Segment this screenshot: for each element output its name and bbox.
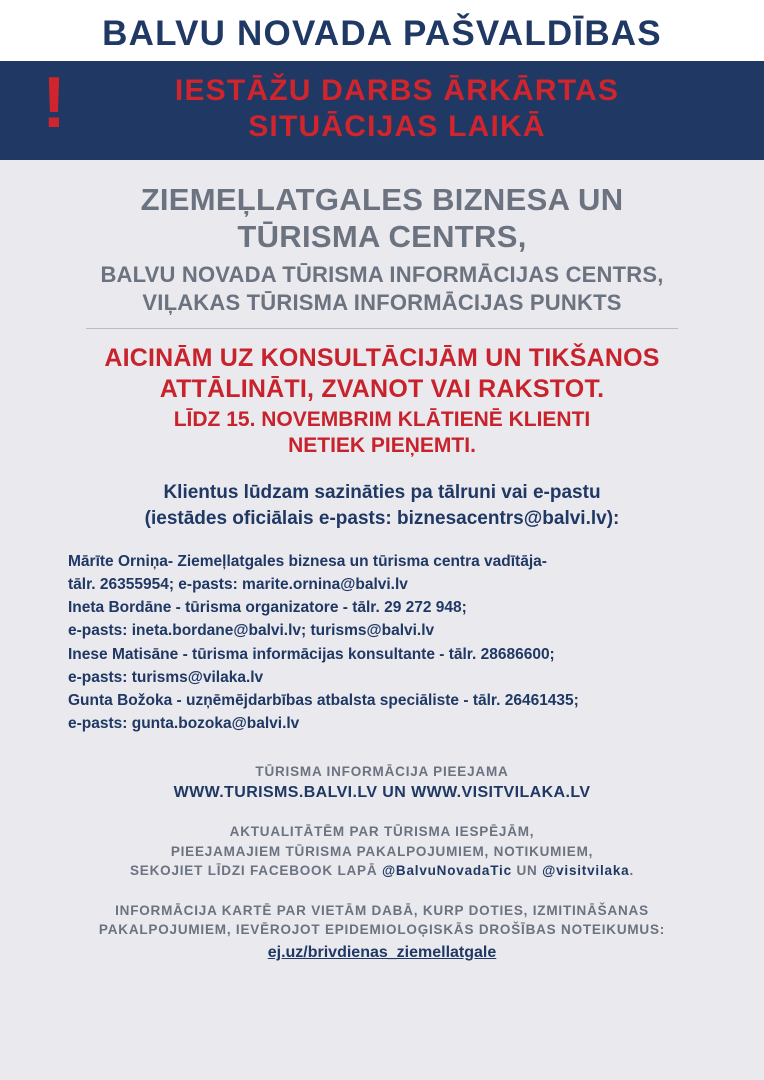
contact-intro-line1: Klientus lūdzam sazināties pa tālruni vai e-pastu [163,482,601,504]
facebook-line1: AKTUALITĀTĒM PAR TŪRISMA IESPĒJĀM, [229,824,535,840]
website-link-turisms[interactable]: WWW.TURISMS.BALVI.LV [173,784,378,802]
exclamation-icon: ! [42,62,66,143]
facebook-handle-balvunovadatic[interactable]: @BalvuNovadaTic [381,863,512,879]
facebook-prefix: SEKOJIET LĪDZI FACEBOOK LAPĀ [129,863,382,879]
tourism-info-block [28,762,736,803]
header-band-line2: SITUĀCIJAS LAIKĀ [248,110,546,144]
organization-subtitle [28,261,736,316]
organization-title-line2: TŪRISMA CENTRS, [237,218,527,254]
map-link[interactable]: ej.uz/brivdienas_ziemellatgale [267,943,497,961]
contact-intro [28,480,736,531]
websites-conjunction: UN [382,784,407,802]
contact-line: e-pasts: turisms@vilaka.lv [68,668,264,686]
contact-line: e-pasts: ineta.bordane@balvi.lv; turisms@balvi.lv [68,622,435,640]
header-band-line1: IESTĀŽU DARBS ĀRKĀRTAS [174,73,620,107]
tourism-websites [28,784,736,802]
contact-line: tālr. 26355954; e-pasts: marite.ornina@balvi.lv [68,575,408,593]
municipality-title: BALVU NOVADA PAŠVALDĪBAS [102,14,662,53]
contact-line: Mārīte Orniņa- Ziemeļlatgales biznesa un tūrisma centra vadītāja- [68,552,547,570]
facebook-line3 [28,861,736,881]
contact-line: Ineta Bordāne - tūrisma organizatore - tālr. 29 272 948; [68,599,467,617]
contact-line: Inese Matisāne - tūrisma informācijas konsultante - tālr. 28686600; [68,645,555,663]
organization-subtitle-line1: BALVU NOVADA TŪRISMA INFORMĀCIJAS CENTRS, [100,262,664,288]
facebook-handle-visitvilaka[interactable]: @visitvilaka [542,863,630,879]
call-line4: NETIEK PIEŅEMTI. [288,433,476,457]
map-block [28,901,736,962]
poster-content [0,160,764,962]
map-line2: PAKALPOJUMIEM, IEVĒROJOT EPIDEMIOLOĢISKĀS DROŠĪBAS NOTEIKUMUS: [98,922,666,938]
facebook-line2: PIEEJAMAJIEM TŪRISMA PAKALPOJUMIEM, NOTIKUMIEM, [170,843,594,859]
call-line3: LĪDZ 15. NOVEMBRIM KLĀTIENĒ KLIENTI [173,408,591,432]
contact-line: Gunta Božoka - uzņēmējdarbības atbalsta speciāliste - tālr. 26461435; [68,692,579,710]
contact-intro-line2: (iestādes oficiālais e-pasts: biznesacentrs@balvi.lv): [144,507,620,529]
contact-line: e-pasts: gunta.bozoka@balvi.lv [68,715,300,733]
facebook-conjunction: UN [511,863,543,879]
divider [86,328,678,329]
call-line1: AICINĀM UZ KONSULTĀCIJĀM UN TIKŠANOS [104,344,660,373]
facebook-period: . [629,863,634,879]
call-line2: ATTĀLINĀTI, ZVANOT VAI RAKSTOT. [159,374,605,403]
organization-title [28,182,736,255]
contact-list [68,550,736,736]
facebook-block [28,822,736,881]
poster-footer [28,762,736,962]
map-line1: INFORMĀCIJA KARTĒ PAR VIETĀM DABĀ, KURP DOTIES, IZMITINĀŠANAS [115,902,649,918]
organization-subtitle-line2: VIĻAKAS TŪRISMA INFORMĀCIJAS PUNKTS [142,289,622,315]
call-to-action [28,343,736,404]
poster-header [0,0,764,160]
header-band-title [0,73,764,146]
header-blue-band [0,61,764,160]
organization-title-line1: ZIEMEĻLATGALES BIZNESA UN [140,181,624,217]
call-notice [28,407,736,458]
tourism-info-label: TŪRISMA INFORMĀCIJA PIEEJAMA [255,763,509,779]
website-link-visitvilaka[interactable]: WWW.VISITVILAKA.LV [411,784,591,802]
